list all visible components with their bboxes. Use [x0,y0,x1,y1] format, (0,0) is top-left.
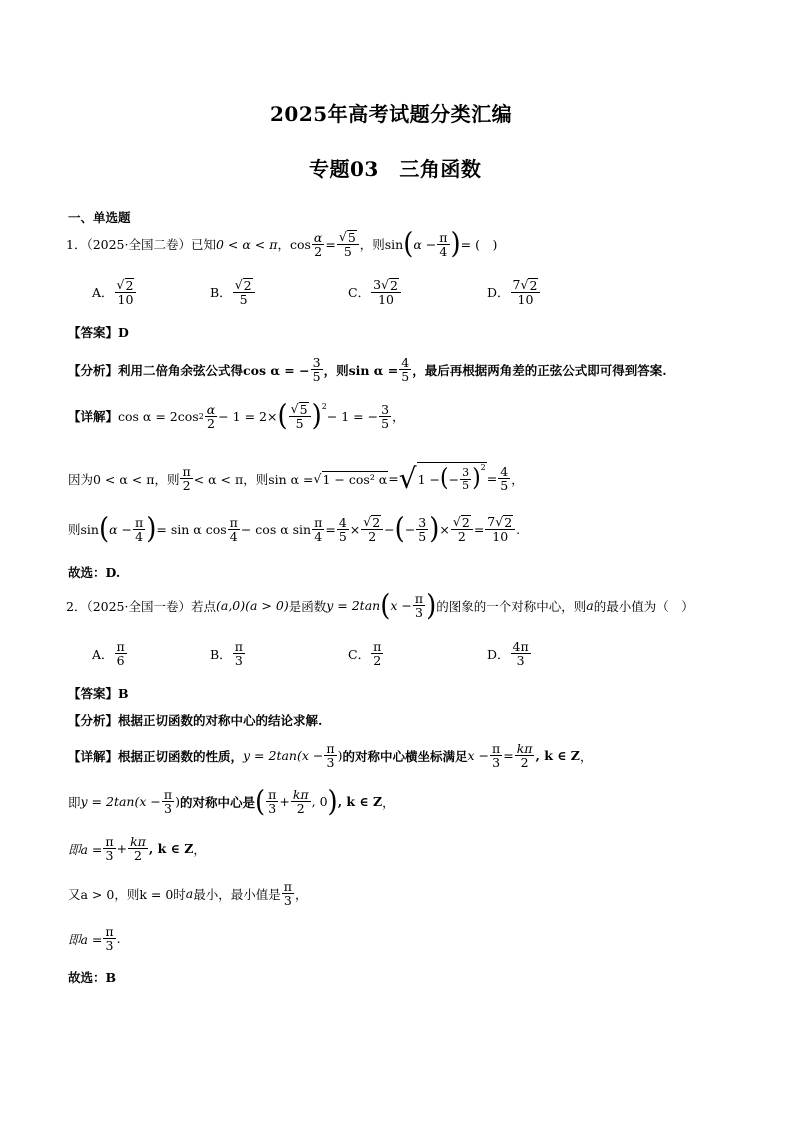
analysis-2: 【分析】根据正切函数的对称中心的结论求解. [68,713,323,728]
page-title: 2025年高考试题分类汇编 [270,102,513,126]
detail-1-line-2: 因为0 < α < π，则 $\frac{\pi}{2}$ < α < π，则sin α = √ 1 − cos² α = √ 1 − ( − $\frac{3}{5}$ ) $^2$ = $\frac{4}{5}$ ， [68,462,524,495]
option-a[interactable]: A． √ 2 10 [92,278,137,306]
answer-1: 【答案】D [68,325,129,340]
option-b[interactable]: B． √ 2 5 [210,278,256,306]
option-2-c[interactable]: C． $\frac{\pi}{2}$ [348,639,382,669]
detail-1-line-1: 【详解】 cos α = 2cos 2 $\frac{\alpha}{2}$ − 1 = 2× ( √ 5 5 ) $^2$ − 1 = − $\frac{3}{5}$ ， [68,399,405,433]
question-2-stem: 2．（2025·全国一卷）若点 (a,0)(a > 0) 是函数 y = 2tan ( x − $\frac{\pi}{3}$ ) 的图象的一个对称中心，则 a 的最小值为（ ） [66,589,694,623]
detail-2-line-2: 即 y = 2tan(x − $\frac{\pi}{3}$ ) 的对称中心是 ( $\frac{\pi}{3}$ + $\frac{k\pi}{2}$ , 0 ) , k ∈ Z ， [68,785,395,819]
option-2-b[interactable]: B． $\frac{\pi}{3}$ [210,639,243,669]
detail-2-line-1: 【详解】根据正切函数的性质， y = 2tan(x − $\frac{\pi}{3}$ ) 的对称中心横坐标满足 x − $\frac{\pi}{3}$ = $\frac{k\pi}{2}$ , k ∈ Z ， [68,741,593,771]
answer-2: 【答案】B [68,686,129,701]
page-subtitle: 专题03 三角函数 [309,157,482,181]
detail-1-line-3: 则sin ( α − $\frac{\pi}{4}$ ) = sin α cos $\frac{\pi}{4}$ − cos α sin $\frac{\pi}{4}$ = $\frac{4}{5}$ × √ 2 2 − ( − $\frac{3}{5}$ ) × √ 2 2 = 7 √ 2 10 . [68,512,521,546]
detail-2-line-5: 即a = $\frac{\pi}{3}$ . [68,924,121,954]
detail-2-line-3: 即a = $\frac{\pi}{3}$ + $\frac{k\pi}{2}$ , k ∈ Z ， [68,834,206,864]
analysis-1: 【分析】利用二倍角余弦公式得cos α = − $\frac{3}{5}$ ，则sin α = $\frac{4}{5}$ ，最后再根据两角差的正弦公式即可得到答案. [68,355,667,385]
conclusion-2: 故选：B [68,970,117,985]
section-heading: 一、单选题 [68,210,131,225]
option-2-d[interactable]: D． $\frac{4\pi}{3}$ [487,639,529,669]
question-1-stem: 1．（2025·全国二卷）已知 0 < α < π ，cos $\frac{\alpha}{2}$ = √ 5 5 ，则sin ( α − $\frac{\pi}{4}$ ) = ( ) [66,227,498,261]
option-d[interactable]: D． 7 √ 2 10 [487,278,541,306]
option-c[interactable]: C． 3 √ 2 10 [348,278,402,306]
conclusion-1: 故选：D. [68,565,121,580]
detail-2-line-4: 又a > 0，则k = 0时 a 最小，最小值是 $\frac{\pi}{3}$ ， [68,879,308,909]
option-2-a[interactable]: A． $\frac{\pi}{6}$ [92,639,125,669]
